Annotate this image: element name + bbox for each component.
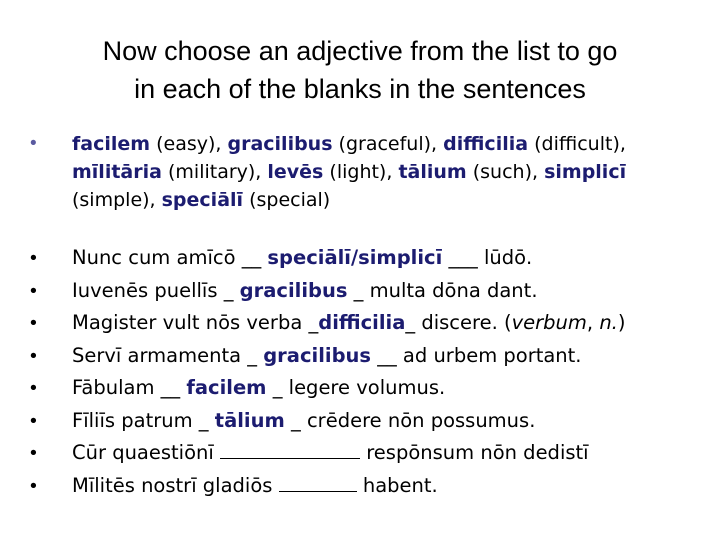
sentence-text: _ discere. ( (405, 311, 512, 334)
sentence-text: Nunc cum amīcō __ (72, 246, 268, 269)
sentence-italic: verbum (511, 311, 587, 334)
gloss: (military), (161, 161, 268, 183)
sentence-text: _ multa dōna dant. (347, 278, 538, 302)
sentence-text: Servī armamenta _ (72, 343, 264, 367)
adjective: facilem (72, 133, 151, 155)
sentence-text: Fīliīs patrum _ (72, 408, 215, 432)
sentence-text: , (586, 311, 600, 334)
adjective: speciālī (161, 189, 244, 211)
sentence-text: Magister vult nōs verba _ (72, 311, 319, 334)
adjective: simplicī (544, 161, 627, 183)
sentence-item (30, 242, 710, 275)
sentence-item (30, 437, 710, 470)
adjective-list (30, 130, 710, 214)
sentence-item (30, 405, 710, 438)
sentence-list (30, 242, 710, 502)
answer: speciālī/simplicī (267, 246, 443, 269)
adjective: mīlitāria (72, 161, 162, 183)
gloss: (such), (466, 161, 545, 183)
sentence-item (30, 470, 710, 503)
answer: gracilibus (263, 343, 372, 367)
answer-blank (220, 440, 360, 459)
gloss: (simple), (72, 189, 162, 211)
sentence-item (30, 275, 710, 308)
adjective: gracilibus (227, 133, 333, 155)
sentence-text: ___ lūdō. (442, 246, 533, 269)
title-line-1: Now choose an adjective from the list to go (102, 36, 618, 66)
answer: tālium (214, 408, 285, 432)
answer-blank (279, 473, 357, 492)
sentence-text: Mīlitēs nostrī gladiōs (72, 473, 279, 497)
adjective: tālium (398, 161, 467, 183)
sentence-item (30, 372, 710, 405)
gloss: (easy), (150, 133, 228, 155)
adjective-list-item (30, 130, 702, 214)
answer: difficilia (318, 311, 406, 334)
sentence-text: Iuvenēs puellīs _ (72, 278, 240, 302)
gloss: (light), (323, 161, 399, 183)
sentence-text: _ legere volumus. (266, 376, 446, 399)
sentence-text: ) (617, 311, 626, 334)
title-line-2: in each of the blanks in the sentences (134, 74, 586, 104)
sentence-item (30, 340, 710, 373)
sentence-text: Fābulam __ (72, 376, 187, 399)
sentence-text: respōnsum nōn dedistī (360, 441, 589, 464)
sentence-text: habent. (356, 473, 438, 497)
answer: gracilibus (239, 278, 348, 302)
sentence-text: Cūr quaestiōnī (72, 441, 221, 464)
sentence-text: __ ad urbem portant. (371, 343, 582, 367)
gloss: (special) (243, 189, 331, 211)
adjective: difficilia (443, 133, 529, 155)
answer: facilem (186, 376, 267, 399)
adjective: levēs (267, 161, 324, 183)
slide-title (40, 32, 680, 108)
gloss: (difficult), (528, 133, 626, 155)
sentence-text: _ crēdere nōn possumus. (284, 408, 536, 432)
sentence-italic: n. (599, 311, 618, 334)
gloss: (graceful), (332, 133, 444, 155)
sentence-item (30, 307, 710, 340)
